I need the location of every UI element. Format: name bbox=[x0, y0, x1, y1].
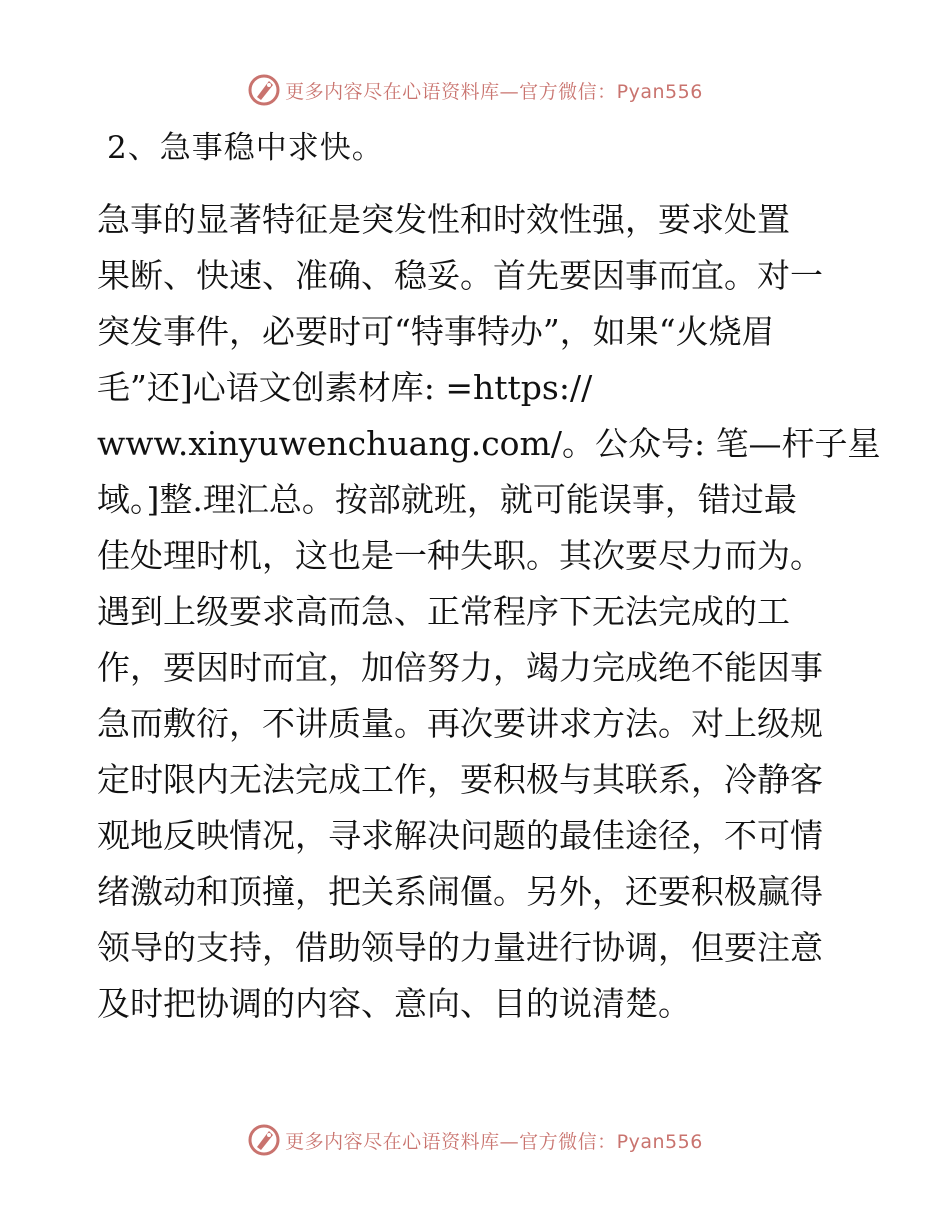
header-watermark-banner bbox=[0, 70, 950, 110]
paragraph-line: 域。]整.理汇总。按部就班，就可能误事，错过最 bbox=[97, 480, 797, 519]
section-heading: 2、急事稳中求快。 bbox=[107, 130, 384, 166]
paragraph-line: 毛”还]心语文创素材库: =https:// bbox=[97, 368, 593, 407]
banner-text bbox=[285, 1127, 703, 1154]
paragraph-line: 遇到上级要求高而急、正常程序下无法完成的工 bbox=[97, 592, 790, 631]
body-paragraph bbox=[97, 192, 881, 1032]
paragraph-line: 作，要因时而宜，加倍努力，竭力完成绝不能因事 bbox=[97, 648, 823, 687]
banner-prefix: 更多内容尽在心语资料库—官方微信： bbox=[285, 1130, 617, 1153]
paragraph-line: 绪激动和顶撞，把关系闹僵。另外，还要积极赢得 bbox=[97, 872, 823, 911]
banner-wechat-id: Pyan556 bbox=[616, 80, 703, 103]
paragraph-line: 急而敷衍，不讲质量。再次要讲求方法。对上级规 bbox=[97, 704, 823, 743]
paragraph-line: 佳处理时机，这也是一种失职。其次要尽力而为。 bbox=[97, 536, 823, 575]
footer-watermark-banner bbox=[0, 1120, 950, 1160]
paragraph-line: 及时把协调的内容、意向、目的说清楚。 bbox=[97, 984, 691, 1023]
pen-nib-circle-icon bbox=[247, 1123, 281, 1157]
paragraph-line: 急事的显著特征是突发性和时效性强，要求处置 bbox=[97, 200, 790, 239]
paragraph-line: 突发事件，必要时可“特事特办”，如果“火烧眉 bbox=[97, 312, 775, 351]
banner-wechat-id: Pyan556 bbox=[616, 1130, 703, 1153]
banner-text bbox=[285, 77, 703, 104]
pen-nib-circle-icon bbox=[247, 73, 281, 107]
paragraph-line: 果断、快速、准确、稳妥。首先要因事而宜。对一 bbox=[97, 256, 823, 295]
paragraph-line: 观地反映情况，寻求解决问题的最佳途径，不可情 bbox=[97, 816, 823, 855]
paragraph-line: 领导的支持，借助领导的力量进行协调，但要注意 bbox=[97, 928, 823, 967]
banner-prefix: 更多内容尽在心语资料库—官方微信： bbox=[285, 80, 617, 103]
paragraph-line: www.xinyuwenchuang.com/。公众号: 笔—杆子星 bbox=[97, 424, 881, 463]
paragraph-line: 定时限内无法完成工作，要积极与其联系，冷静客 bbox=[97, 760, 823, 799]
